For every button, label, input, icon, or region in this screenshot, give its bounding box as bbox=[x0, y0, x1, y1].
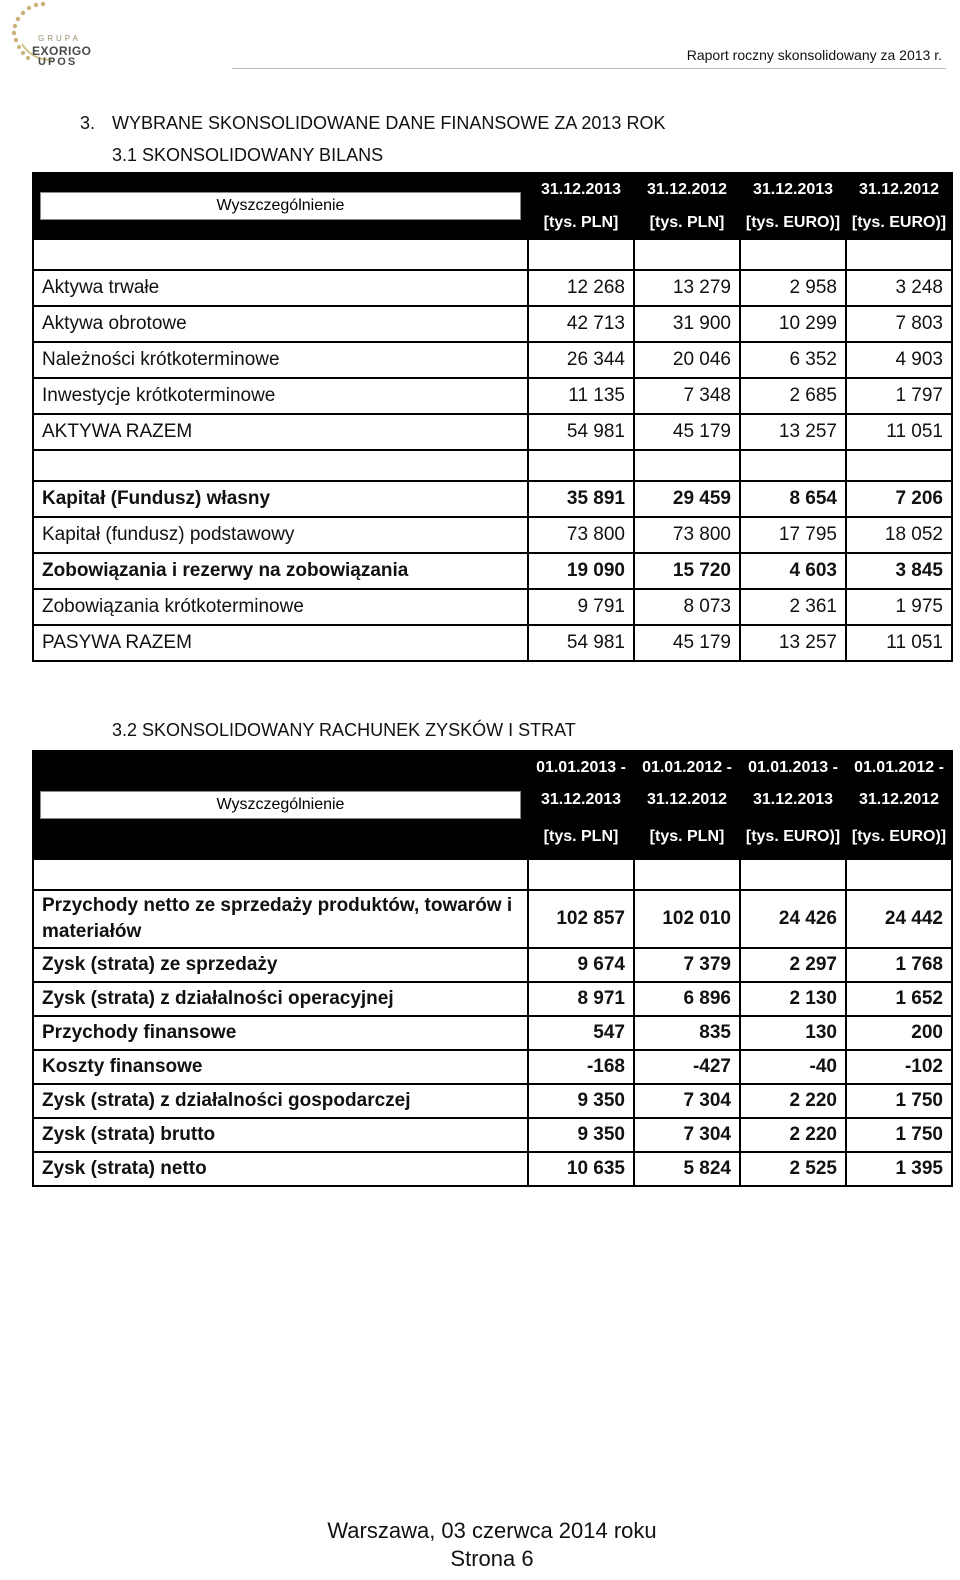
income-col-from: 01.01.2013 - bbox=[528, 751, 634, 785]
row-value: 200 bbox=[846, 1016, 952, 1050]
row-value: 9 350 bbox=[528, 1084, 634, 1118]
row-label-line1: Przychody netto ze sprzedaży produktów, towarów i bbox=[42, 895, 513, 916]
row-value: 10 635 bbox=[528, 1152, 634, 1186]
row-label: Zysk (strata) z działalności operacyjnej bbox=[33, 982, 528, 1016]
row-value: 13 257 bbox=[740, 414, 846, 450]
section-number: 3. bbox=[80, 113, 96, 133]
row-value: 1 797 bbox=[846, 378, 952, 414]
row-value: 1 395 bbox=[846, 1152, 952, 1186]
row-value: -168 bbox=[528, 1050, 634, 1084]
row-label: Aktywa obrotowe bbox=[33, 306, 528, 342]
row-value: 1 750 bbox=[846, 1084, 952, 1118]
row-value: 6 352 bbox=[740, 342, 846, 378]
report-title: Raport roczny skonsolidowany za 2013 r. bbox=[686, 47, 942, 63]
income-title: 3.2 SKONSOLIDOWANY RACHUNEK ZYSKÓW I STRAT bbox=[112, 720, 576, 740]
row-value: 102 857 bbox=[528, 890, 634, 948]
header-divider bbox=[232, 68, 946, 69]
row-value: 7 304 bbox=[634, 1118, 740, 1152]
row-value: 9 791 bbox=[528, 589, 634, 625]
table-row bbox=[33, 517, 952, 553]
row-value: 11 051 bbox=[846, 414, 952, 450]
row-value: 24 426 bbox=[740, 890, 846, 948]
footer-page-number: Strona 6 bbox=[450, 1546, 534, 1571]
row-value: 7 348 bbox=[634, 378, 740, 414]
row-value: 7 206 bbox=[846, 481, 952, 517]
row-value: 6 896 bbox=[634, 982, 740, 1016]
row-value: 24 442 bbox=[846, 890, 952, 948]
income-col-unit: [tys. PLN] bbox=[634, 815, 740, 859]
balance-col-unit: [tys. EURO)] bbox=[846, 207, 952, 239]
row-value: 45 179 bbox=[634, 414, 740, 450]
table-row bbox=[33, 378, 952, 414]
row-value: 8 971 bbox=[528, 982, 634, 1016]
row-value: 18 052 bbox=[846, 517, 952, 553]
income-col-to: 31.12.2013 bbox=[528, 785, 634, 815]
row-value: -102 bbox=[846, 1050, 952, 1084]
table-row-total bbox=[33, 625, 952, 661]
income-col-unit: [tys. PLN] bbox=[528, 815, 634, 859]
income-header-row-from bbox=[33, 751, 952, 785]
footer-place-date: Warszawa, 03 czerwca 2014 roku bbox=[327, 1518, 657, 1543]
row-value: 45 179 bbox=[634, 625, 740, 661]
section-heading bbox=[80, 113, 665, 134]
table-row bbox=[33, 1016, 952, 1050]
income-label-header-cell bbox=[33, 751, 528, 859]
row-value: 547 bbox=[528, 1016, 634, 1050]
row-value: 11 051 bbox=[846, 625, 952, 661]
row-label: Zysk (strata) ze sprzedaży bbox=[33, 948, 528, 982]
row-label-line2: materiałów bbox=[42, 921, 142, 942]
row-value: 1 750 bbox=[846, 1118, 952, 1152]
row-value: -427 bbox=[634, 1050, 740, 1084]
row-value: 73 800 bbox=[634, 517, 740, 553]
table-row bbox=[33, 481, 952, 517]
row-label: Koszty finansowe bbox=[33, 1050, 528, 1084]
row-value: 35 891 bbox=[528, 481, 634, 517]
balance-col-unit: [tys. EURO)] bbox=[740, 207, 846, 239]
row-label: Należności krótkoterminowe bbox=[33, 342, 528, 378]
logo-text-exorigo: EXORIGO bbox=[32, 44, 92, 58]
table-row bbox=[33, 589, 952, 625]
row-value: 2 220 bbox=[740, 1084, 846, 1118]
row-value: 8 654 bbox=[740, 481, 846, 517]
row-value: 2 297 bbox=[740, 948, 846, 982]
row-value: 4 603 bbox=[740, 553, 846, 589]
table-row bbox=[33, 982, 952, 1016]
table-row bbox=[33, 1152, 952, 1186]
table-spacer-row bbox=[33, 450, 952, 481]
income-col-to: 31.12.2012 bbox=[634, 785, 740, 815]
row-value: 19 090 bbox=[528, 553, 634, 589]
row-label: Zobowiązania i rezerwy na zobowiązania bbox=[33, 553, 528, 589]
balance-col-date: 31.12.2013 bbox=[740, 173, 846, 207]
table-row bbox=[33, 1084, 952, 1118]
row-value: 12 268 bbox=[528, 270, 634, 306]
row-label: Zysk (strata) brutto bbox=[33, 1118, 528, 1152]
balance-title: 3.1 SKONSOLIDOWANY BILANS bbox=[112, 145, 384, 165]
row-label: Aktywa trwałe bbox=[33, 270, 528, 306]
income-col-to: 31.12.2012 bbox=[846, 785, 952, 815]
row-value: 20 046 bbox=[634, 342, 740, 378]
row-value: 2 220 bbox=[740, 1118, 846, 1152]
balance-header-row-dates bbox=[33, 173, 952, 207]
income-col-to: 31.12.2013 bbox=[740, 785, 846, 815]
row-value: 130 bbox=[740, 1016, 846, 1050]
row-label: Kapitał (Fundusz) własny bbox=[33, 481, 528, 517]
row-label: Zysk (strata) z działalności gospodarczej bbox=[33, 1084, 528, 1118]
table-row bbox=[33, 1118, 952, 1152]
row-value: 2 685 bbox=[740, 378, 846, 414]
income-col-unit: [tys. EURO)] bbox=[740, 815, 846, 859]
row-value: 7 803 bbox=[846, 306, 952, 342]
table-row bbox=[33, 306, 952, 342]
row-value: 7 379 bbox=[634, 948, 740, 982]
row-value: 29 459 bbox=[634, 481, 740, 517]
row-value: 11 135 bbox=[528, 378, 634, 414]
row-value: 1 768 bbox=[846, 948, 952, 982]
balance-col-unit: [tys. PLN] bbox=[528, 207, 634, 239]
row-value: 13 257 bbox=[740, 625, 846, 661]
row-label: Inwestycje krótkoterminowe bbox=[33, 378, 528, 414]
row-value: 10 299 bbox=[740, 306, 846, 342]
balance-label-header: Wyszczególnienie bbox=[40, 192, 521, 220]
row-label: PASYWA RAZEM bbox=[33, 625, 528, 661]
income-table bbox=[32, 750, 953, 1187]
row-value: 2 361 bbox=[740, 589, 846, 625]
row-value: 7 304 bbox=[634, 1084, 740, 1118]
table-row bbox=[33, 553, 952, 589]
row-value: 4 903 bbox=[846, 342, 952, 378]
row-value: 1 975 bbox=[846, 589, 952, 625]
row-value: 102 010 bbox=[634, 890, 740, 948]
row-value: 54 981 bbox=[528, 414, 634, 450]
row-label: Przychody finansowe bbox=[33, 1016, 528, 1050]
section-title: WYBRANE SKONSOLIDOWANE DANE FINANSOWE ZA 2013 ROK bbox=[112, 113, 666, 133]
row-label: AKTYWA RAZEM bbox=[33, 414, 528, 450]
logo-text-grupa: GRUPA bbox=[38, 34, 81, 43]
row-value: 3 845 bbox=[846, 553, 952, 589]
row-value: 15 720 bbox=[634, 553, 740, 589]
row-value: 13 279 bbox=[634, 270, 740, 306]
row-label bbox=[33, 890, 528, 948]
row-value: 2 525 bbox=[740, 1152, 846, 1186]
row-value: 3 248 bbox=[846, 270, 952, 306]
table-spacer-row bbox=[33, 859, 952, 890]
logo-text-upos: UPOS bbox=[38, 56, 78, 68]
balance-label-header-cell bbox=[33, 173, 528, 239]
row-value: 8 073 bbox=[634, 589, 740, 625]
table-spacer-row bbox=[33, 239, 952, 270]
income-col-from: 01.01.2013 - bbox=[740, 751, 846, 785]
row-value: 17 795 bbox=[740, 517, 846, 553]
row-label: Zysk (strata) netto bbox=[33, 1152, 528, 1186]
row-value: 2 130 bbox=[740, 982, 846, 1016]
balance-col-date: 31.12.2012 bbox=[846, 173, 952, 207]
row-value: 31 900 bbox=[634, 306, 740, 342]
table-row bbox=[33, 1050, 952, 1084]
table-row bbox=[33, 270, 952, 306]
balance-col-date: 31.12.2013 bbox=[528, 173, 634, 207]
row-value: 9 350 bbox=[528, 1118, 634, 1152]
balance-table bbox=[32, 172, 953, 662]
row-label: Zobowiązania krótkoterminowe bbox=[33, 589, 528, 625]
table-row-total bbox=[33, 414, 952, 450]
row-value: 835 bbox=[634, 1016, 740, 1050]
row-value: 73 800 bbox=[528, 517, 634, 553]
row-value: 54 981 bbox=[528, 625, 634, 661]
row-value: 5 824 bbox=[634, 1152, 740, 1186]
income-col-unit: [tys. EURO)] bbox=[846, 815, 952, 859]
balance-col-date: 31.12.2012 bbox=[634, 173, 740, 207]
row-value: 9 674 bbox=[528, 948, 634, 982]
row-value: 2 958 bbox=[740, 270, 846, 306]
table-row bbox=[33, 890, 952, 948]
row-label: Kapitał (fundusz) podstawowy bbox=[33, 517, 528, 553]
table-row bbox=[33, 948, 952, 982]
row-value: 42 713 bbox=[528, 306, 634, 342]
company-logo bbox=[2, 0, 102, 78]
income-col-from: 01.01.2012 - bbox=[634, 751, 740, 785]
row-value: -40 bbox=[740, 1050, 846, 1084]
income-label-header: Wyszczególnienie bbox=[40, 791, 521, 819]
row-value: 1 652 bbox=[846, 982, 952, 1016]
row-value: 26 344 bbox=[528, 342, 634, 378]
balance-col-unit: [tys. PLN] bbox=[634, 207, 740, 239]
table-row bbox=[33, 342, 952, 378]
income-col-from: 01.01.2012 - bbox=[846, 751, 952, 785]
